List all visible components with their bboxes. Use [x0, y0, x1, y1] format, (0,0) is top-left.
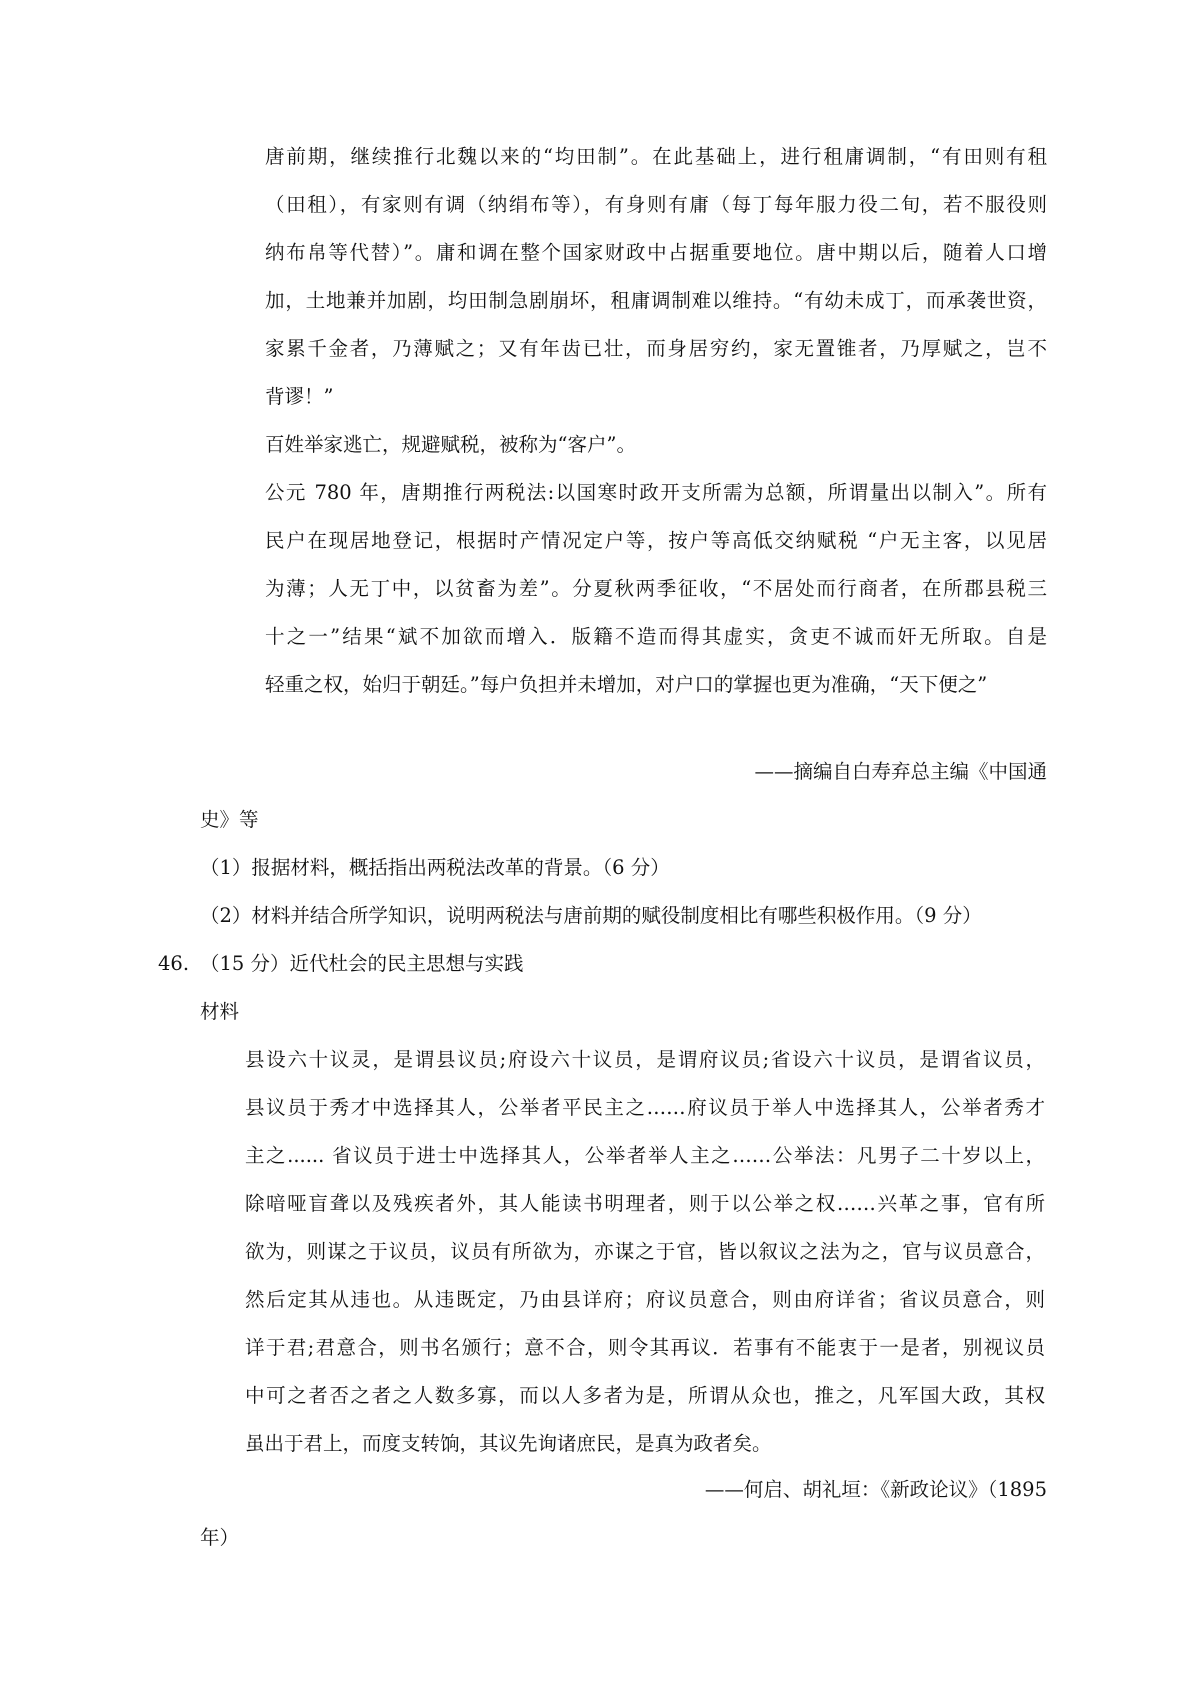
material1-p1-line3: 纳布帛等代替）”。庸和调在整个国家财政中占据重要地位。唐中期以后，随着人口增	[265, 241, 1047, 264]
material1-p3-line2: 民户在现居地登记，根据时产情况定户等，按户等高低交纳赋税 “户无主客，以见居	[265, 529, 1047, 552]
material1-p1-line4: 加，土地兼并加剧，均田制急剧崩坏，租庸调制难以维持。“有幼未成丁，而承袭世资，	[265, 289, 1047, 312]
q46-line4: 除喑哑盲聋以及残疾者外，其人能读书明理者，则于以公举之权……兴革之事，官有所	[245, 1192, 1045, 1215]
material1-p1-line1: 唐前期，继续推行北魏以来的“均田制”。在此基础上，进行租庸调制，“有田则有租	[265, 145, 1047, 168]
q46-line3: 主之...... 省议员于进士中选择其人，公举者举人主之……公举法：凡男子二十岁以上，	[245, 1144, 1045, 1167]
question-46-title: （15 分）近代杜会的民主思想与实践	[200, 952, 524, 975]
material1-p3-line3: 为薄；人无丁中，以贫畜为差”。分夏秋两季征收，“不居处而行商者，在所郡县税三	[265, 577, 1047, 600]
q46-line5: 欲为，则谋之于议员，议员有所欲为，亦谋之于官，皆以叙议之法为之，官与议员意合，	[245, 1240, 1045, 1263]
material1-p3-line1: 公元 780 年，唐期推行两税法:以国寒时政开支所需为总额，所谓量出以制入”。所有	[265, 481, 1047, 504]
q46-line9: 虽出于君上，而度支转饷，其议先询诸庶民，是真为政者矣。	[245, 1432, 772, 1455]
q46-line6: 然后定其从违也。从违既定，乃由县详府；府议员意合，则由府详省；省议员意合，则	[245, 1288, 1045, 1311]
material1-p3-line4: 十之一”结果“斌不加欲而增入．版籍不造而得其虚实，贪吏不诚而奸无所取。自是	[265, 625, 1047, 648]
question-45-1: （1）报据材料，概括指出两税法改革的背景。（6 分）	[200, 856, 670, 879]
question-46-material-label: 材料	[200, 1000, 240, 1023]
material1-paragraph2: 百姓举家逃亡，规避赋税，被称为“客户”。	[265, 433, 636, 456]
question46-source-line1: ——何启、胡礼垣：《新政论议》（1895	[704, 1478, 1047, 1501]
q46-line8: 中可之者否之者之人数多寡，而以人多者为是，所谓从众也，推之，凡军国大政，其权	[245, 1384, 1045, 1407]
q46-line1: 县设六十议灵，是谓县议员;府设六十议员，是谓府议员;省设六十议员，是谓省议员，	[245, 1048, 1045, 1071]
question46-source-line2: 年）	[200, 1526, 240, 1549]
question-45-2: （2）材料并结合所学知识，说明两税法与唐前期的赋役制度相比有哪些积极作用。（9 分）	[200, 904, 982, 927]
q46-line2: 县议员于秀才中选择其人，公举者平民主之……府议员于举人中选择其人，公举者秀才	[245, 1096, 1045, 1119]
material1-p1-line6: 背谬！”	[265, 385, 334, 408]
q46-line7: 详于君;君意合，则书名颁行；意不合，则令其再议．若事有不能衷于一是者，别视议员	[245, 1336, 1045, 1359]
question-46-number: 46.	[158, 952, 190, 975]
material1-p3-line5: 轻重之权，始归于朝廷。”每户负担并未增加，对户口的掌握也更为准确，“天下便之”	[265, 673, 988, 696]
material1-source-line1: ——摘编自白寿弃总主编《中国通	[754, 760, 1047, 783]
material1-p1-line2: （田租），有家则有调（纳绢布等），有身则有庸（每丁每年服力役二旬，若不服役则	[265, 193, 1047, 216]
material1-source-line2: 史》等	[200, 808, 259, 831]
material1-p1-line5: 家累千金者，乃薄赋之；又有年齿已壮，而身居穷约，家无置锥者，乃厚赋之，岂不	[265, 337, 1047, 360]
